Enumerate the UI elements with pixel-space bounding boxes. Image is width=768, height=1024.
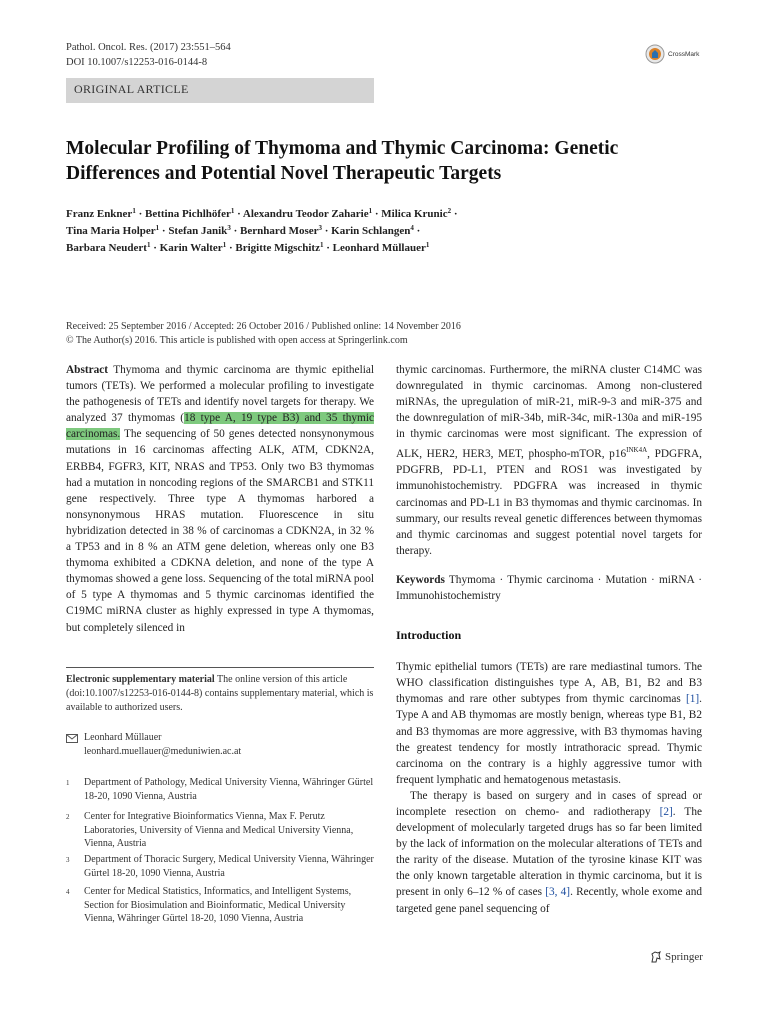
- keywords: [396, 572, 702, 604]
- affiliation-number: 1: [66, 779, 70, 787]
- introduction-heading: [396, 627, 702, 644]
- intro-text: . Type A and AB thymomas are mostly benign, whereas type B1, B2 and B3 thymomas are more aggressive, with B3 thymomas having the greatest tendency for mostly intrathoracic spread. Thymic carcinoma on the contrary is a highly aggressive tumor with frequent lymphatic and hematogenous metastasis.: [396, 693, 702, 786]
- right-column: [396, 362, 702, 917]
- author-name[interactable]: Milica Krunic: [381, 208, 448, 220]
- citation-link[interactable]: [3, 4]: [545, 886, 571, 899]
- springer-horse-icon: [650, 951, 662, 963]
- article-title: Molecular Profiling of Thymoma and Thymic Carcinoma: Genetic Differences and Potential Novel Therapeutic Targets: [66, 138, 619, 184]
- journal-citation: Pathol. Oncol. Res. (2017) 23:551–564: [66, 42, 231, 53]
- license-line: © The Author(s) 2016. This article is published with open access at Springerlink.com: [66, 335, 408, 346]
- author-separator: ·: [413, 225, 421, 237]
- crossmark-label: CrossMark: [668, 50, 700, 58]
- author-affiliation-marker: 1: [368, 207, 373, 215]
- doi: DOI 10.1007/s12253-016-0144-8: [66, 57, 208, 68]
- superscript-ink4a: INK4A: [626, 446, 648, 455]
- author-name[interactable]: Tina Maria Holper: [66, 225, 156, 237]
- affiliation-item: [66, 885, 374, 926]
- abstract-continuation: [396, 362, 702, 559]
- abstract-continued-text-end: , PDGFRA, PDGFRB, PD-L1, PTEN and ROS1 was investigated by immunohistochemistry. PDGFRA was increased in thymic carcinomas and PD-L1 in B3 thymomas and thymic carcinomas. In summary, our results reveal genetic differences between thymomas and thymic carcinomas and suggest potential novel targets for therapy.: [396, 448, 702, 557]
- crossmark-badge[interactable]: [645, 44, 699, 64]
- publisher-logo: [650, 951, 703, 963]
- abstract-text: Thymoma and thymic carcinoma are thymic epithelial tumors (TETs). We performed a molecular profiling to investigate the pathogenesis of TETs and identify novel targets for therapy. We analyzed 37 thymomas (: [66, 364, 374, 425]
- keywords-heading: Keywords: [396, 573, 445, 586]
- intro-text: . The development of molecularly targeted drugs has so far been limited by the lack of information on the molecular alterations of TETs and the rarity of the disease. Mutation of the tyrosine kinase KIT was the only known targetable alteration in thymic carcinoma, but it is present in only 6–12 % of cases: [396, 806, 702, 899]
- publication-dates: [66, 320, 706, 348]
- intro-text: . Recently, whole exome and targeted gene panel sequencing of: [396, 886, 702, 915]
- esm-text: The online version of this article (doi:10.1007/s12253-016-0144-8) contains supplementary material, which is available to authorized users.: [66, 674, 374, 713]
- author-separator: ·: [372, 208, 382, 220]
- citation-link[interactable]: [2]: [659, 806, 673, 819]
- footnote-divider: [66, 667, 374, 668]
- author-affiliation-marker: 1: [425, 241, 430, 249]
- author-affiliation-marker: 1: [222, 241, 227, 249]
- intro-paragraph-1: [396, 659, 702, 788]
- author-affiliation-marker: 1: [155, 224, 160, 232]
- author-affiliation-marker: 2: [447, 207, 452, 215]
- corresponding-name: Leonhard Müllauer: [84, 732, 162, 743]
- author-separator: ·: [226, 242, 236, 254]
- author-separator: ·: [159, 225, 169, 237]
- dates-line: Received: 25 September 2016 / Accepted: 26 October 2016 / Published online: 14 November 2016: [66, 321, 461, 332]
- author-separator: ·: [234, 208, 243, 220]
- affiliation-text: Department of Thoracic Surgery, Medical University Vienna, Währinger Gürtel 18-20, 1090 Vienna, Austria: [84, 854, 374, 879]
- journal-header: [66, 40, 231, 70]
- envelope-icon: [66, 734, 78, 743]
- author-affiliation-marker: 3: [227, 224, 231, 232]
- affiliation-item: [66, 776, 374, 803]
- crossmark-icon: [645, 44, 665, 64]
- abstract-continued-text: thymic carcinomas. Furthermore, the miRNA cluster C14MC was downregulated in thymic carcinomas. Among non-clustered miRNAs, the upregulation of miR-21, miR-9-3 and miR-375 and the downregulation of miR-34b, miR-34c, miR-130a and miR-195 in thymic carcinomas were most significant. The expression of ALK, HER2, HER3, MET, phospho-mTOR, p16: [396, 364, 702, 461]
- author-name[interactable]: Barbara Neudert: [66, 242, 147, 254]
- author-name[interactable]: Leonhard Müllauer: [332, 242, 426, 254]
- author-separator: ·: [322, 225, 332, 237]
- citation-link[interactable]: [1]: [685, 693, 700, 706]
- author-separator: ·: [230, 225, 240, 237]
- affiliation-text: Center for Integrative Bioinformatics Vienna, Max F. Perutz Laboratories, University of Vienna and Medical University Vienna, Vienna, Austria: [84, 811, 354, 849]
- author-affiliation-marker: 1: [319, 241, 324, 249]
- author-separator: ·: [323, 242, 333, 254]
- introduction-heading-text: Introduction: [396, 628, 462, 643]
- author-affiliation-marker: 4: [410, 224, 414, 232]
- abstract: [66, 362, 374, 636]
- affiliation-item: [66, 810, 374, 851]
- author-name[interactable]: Bettina Pichlhöfer: [144, 208, 231, 220]
- intro-text: The therapy is based on surgery and in cases of spread or incomplete resection on chemo- and radiotherapy: [396, 789, 702, 819]
- abstract-heading: Abstract: [66, 364, 109, 376]
- publisher-name: Springer: [665, 951, 703, 963]
- author-name[interactable]: Karin Walter: [159, 242, 223, 254]
- affiliation-number: 3: [66, 856, 70, 864]
- highlighted-text[interactable]: 18 type A, 19 type B3) and 35 thymic carcinomas.: [66, 412, 374, 441]
- keywords-text: Thymoma · Thymic carcinoma · Mutation · miRNA · Immunohistochemistry: [396, 573, 703, 602]
- author-separator: ·: [451, 208, 458, 220]
- article-type-banner: ORIGINAL ARTICLE: [66, 78, 374, 103]
- author-name[interactable]: Brigitte Migschitz: [235, 242, 320, 254]
- author-name[interactable]: Karin Schlangen: [331, 225, 411, 237]
- supplementary-note: [66, 673, 374, 715]
- intro-paragraph-2: [396, 788, 702, 917]
- author-separator: ·: [150, 242, 160, 254]
- author-name[interactable]: Alexandru Teodor Zaharie: [242, 208, 369, 220]
- corresponding-email[interactable]: leonhard.muellauer@meduniwien.ac.at: [84, 746, 242, 757]
- author-affiliation-marker: 1: [230, 207, 235, 215]
- affiliation-text: Center for Medical Statistics, Informatics, and Intelligent Systems, Section for Biosimulation and Bioinformatic, Medical University Vienna, Währinger Gürtel 18-20, 1090 Vienna, Austria: [84, 886, 352, 924]
- intro-text: Thymic epithelial tumors (TETs) are rare mediastinal tumors. The WHO classification distinguishes type A, AB, B1, B2 and B3 thymomas and rare other subtypes from thymic carcinomas: [396, 661, 702, 706]
- affiliation-number: 4: [66, 888, 70, 896]
- affiliation-text: Department of Pathology, Medical University Vienna, Währinger Gürtel 18-20, 1090 Vienna, Austria: [84, 777, 374, 802]
- abstract-text-continued: The sequencing of 50 genes detected nonsynonymous mutations in 16 carcinomas affecting ALK, ATM, CDKN2A, ERBB4, FGFR3, KIT, NRAS and TP53. Only two B3 thymomas had a mutation in noncoding regions of the SMARCB1 and STK11 gene respectively. Three type A thymomas harbored a nonsynonymous HRAS mutation. Fluorescence in situ hybridization detected in 38 % of carcinomas a CDKN2A, in 32 % a TP53 and in 8 % an ATM gene deletion, whereas only one B3 thymoma exhibited a CDKNA deletion, and none of the type A thymomas showed a gene loss. Sequencing of the total miRNA pool of 5 type A thymomas and 5 thymic carcinomas identified the C19MC miRNA cluster as highly expressed in type A thymomas, but completely silenced in: [66, 428, 374, 634]
- affiliation-item: [66, 853, 374, 880]
- corresponding-author: [66, 731, 374, 759]
- author-name[interactable]: Bernhard Moser: [239, 225, 319, 237]
- affiliation-number: 2: [66, 813, 70, 821]
- author-affiliation-marker: 1: [146, 241, 151, 249]
- author-affiliation-marker: 3: [318, 224, 322, 232]
- author-affiliation-marker: 1: [132, 207, 136, 215]
- author-list: [66, 206, 706, 257]
- esm-heading: Electronic supplementary material: [66, 674, 215, 685]
- author-separator: ·: [135, 208, 145, 220]
- author-name[interactable]: Franz Enkner: [66, 208, 133, 220]
- author-name[interactable]: Stefan Janik: [168, 225, 228, 237]
- abstract-column: [66, 362, 374, 636]
